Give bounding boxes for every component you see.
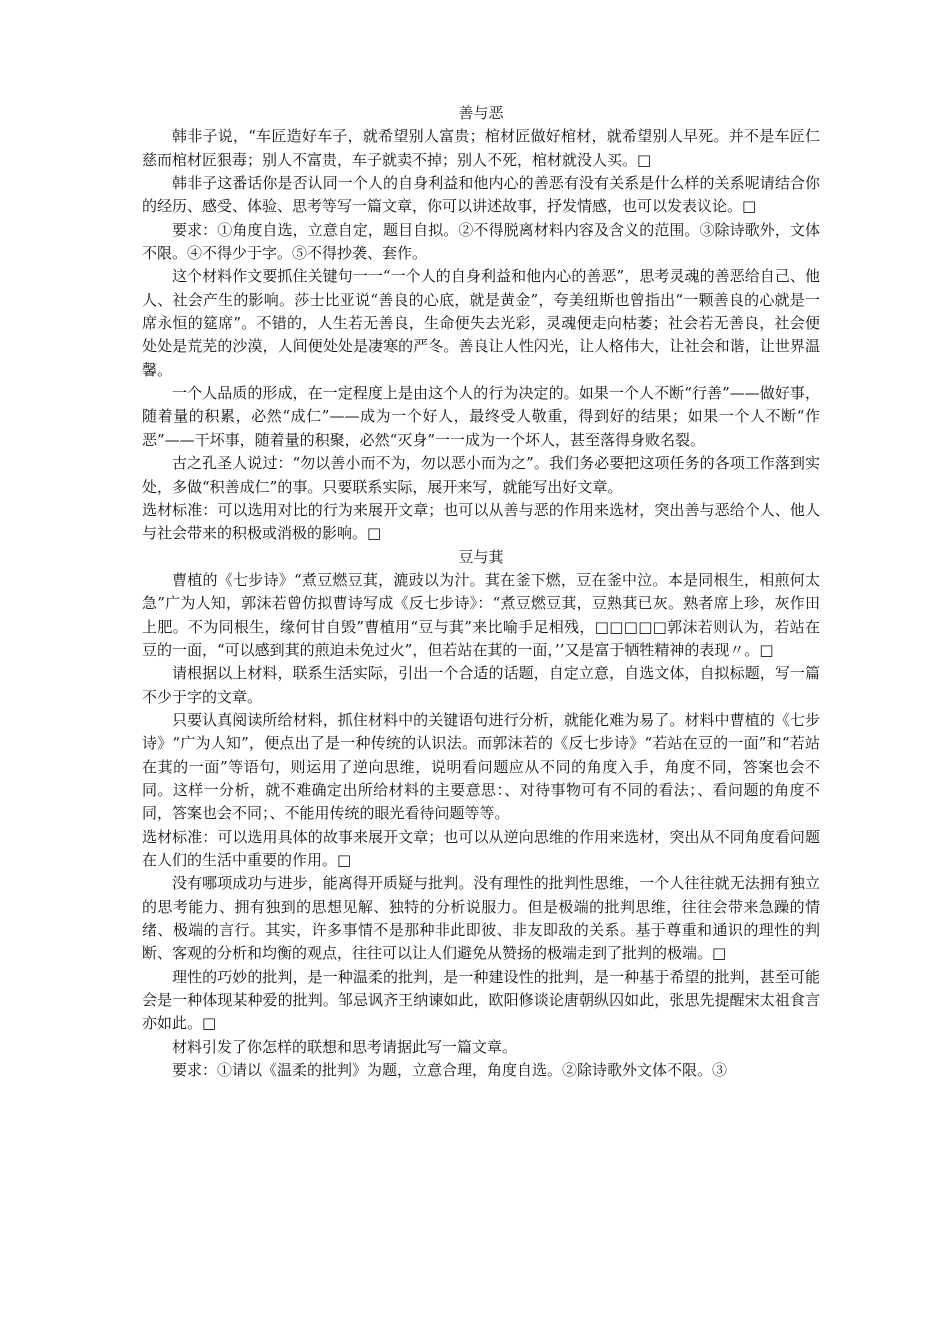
paragraph: 材料引发了你怎样的联想和思考请据此写一篇文章。 — [172, 1037, 518, 1056]
paragraph: 请根据以上材料，联系生活实际，引出一个合适的话题，自定立意，自选文体，自拟标题，写一篇不少于字的文章。 — [142, 664, 820, 706]
section-title-bean-and-stalk: 豆与萁 — [458, 547, 504, 566]
paragraph: 古之孔圣人说过：“勿以善小而不为，勿以恶小而为之”。我们务必要把这项任务的各项工作落到实处，多做“积善成仁”的事。只要联系实际，展开来写，就能写出好文章。 — [142, 454, 820, 496]
material-criteria-paragraph: 选材标准：可以选用具体的故事来展开文章；也可以从逆向思维的作用来选材，突出从不同角度看问题在人们的生活中重要的作用。□ — [142, 827, 820, 869]
paragraph: 这个材料作文要抓住关键句一一“一个人的自身利益和他内心的善恶”，思考灵魂的善恶给自己、他人、社会产生的影响。莎士比亚说“善良的心底，就是黄金”，夸美纽斯也曾指出“一颗善良的心就是一席永恒的筵席”。不错的，人生若无善良，生命便失去光彩，灵魂便走向枯萎；社会若无善良，社会便处处是荒芜的沙漠，人间便处处是凄寒的严冬。善良让人性闪光，让人格伟大，让社会和谐，让世界温馨。 — [142, 267, 820, 379]
paragraph: 韩非子说，“车匠造好车子，就希望别人富贵；棺材匠做好棺材，就希望别人早死。并不是车匠仁慈而棺材匠狠毒；别人不富贵，车子就卖不掉；别人不死，棺材就没人买。□ — [142, 127, 820, 169]
document-page — [142, 102, 820, 1082]
material-criteria-paragraph: 选材标准：可以选用对比的行为来展开文章；也可以从善与恶的作用来选材，突出善与恶给个人、他人与社会带来的积极或消极的影响。□ — [142, 500, 820, 543]
paragraph: 曹植的《七步诗》“煮豆燃豆萁，漉豉以为汁。萁在釜下燃，豆在釜中泣。本是同根生，相煎何太急”广为人知，郭沫若曾仿拟曹诗写成《反七步诗》：“煮豆燃豆萁，豆熟萁已灰。熟者席上珍，灰作田上肥。不为同根生，缘何甘自毁”曹植用“豆与萁”来比喻手足相残，□□□□□郭沫若则认为，若站在豆的一面，“可以感到萁的煎迫未免过火”，但若站在萁的一面，’’又是富于牺牲精神的表现〃。□ — [142, 570, 820, 659]
paragraph: 韩非子这番话你是否认同一个人的自身利益和他内心的善恶有没有关系是什么样的关系呢请结合你的经历、感受、体验、思考等写一篇文章，你可以讲述故事，抒发情感，也可以发表议论。□ — [142, 174, 820, 216]
paragraph: 一个人品质的形成，在一定程度上是由这个人的行为决定的。如果一个人不断“行善”——做好事，随着量的积累，必然“成仁”——成为一个好人，最终受人敬重，得到好的结果；如果一个人不断“作恶”——干坏事，随着量的积聚，必然“灭身”一一成为一个坏人，甚至落得身败名裂。 — [142, 384, 820, 449]
paragraph: 没有哪项成功与进步，能离得开质疑与批判。没有理性的批判性思维，一个人往往就无法拥有独立的思考能力、拥有独到的思想见解、独特的分析说服力。但是极端的批判思维，往往会带来急躁的情绪、极端的言行。其实，许多事情不是那种非此即彼、非友即敌的关系。基于尊重和通识的理性的判断、客观的分析和均衡的观点，往往可以让人们避免从赞扬的极端走到了批判的极端。□ — [142, 874, 820, 963]
requirements-paragraph: 要求：①请以《温柔的批判》为题，立意合理，角度自选。②除诗歌外文体不限。③ — [172, 1061, 728, 1080]
section-title-good-and-evil: 善与恶 — [458, 104, 504, 122]
requirements-paragraph: 要求：①角度自选，立意自定，题目自拟。②不得脱离材料内容及含义的范围。③除诗歌外，文体不限。④不得少于字。⑤不得抄袭、套作。 — [142, 220, 820, 263]
paragraph: 只要认真阅读所给材料，抓住材料中的关键语句进行分析，就能化难为易了。材料中曹植的《七步诗》“广为人知”，便点出了是一种传统的认识法。而郭沫若的《反七步诗》“若站在豆的一面”和“若站在萁的一面”等语句，则运用了逆向思维，说明看问题应从不同的角度入手，角度不同，答案也会不同。这样一分析，就不难确定出所给材料的主要意思：、对待事物可有不同的看法；、看问题的角度不同，答案也会不同；、不能用传统的眼光看待问题等等。 — [142, 710, 820, 823]
paragraph: 理性的巧妙的批判，是一种温柔的批判，是一种建设性的批判，是一种基于希望的批判，甚至可能会是一种体现某种爱的批判。邹忌讽齐王纳谏如此，欧阳修谈论唐朝纵囚如此，张思先提醒宋太祖食言亦如此。□ — [142, 967, 820, 1033]
